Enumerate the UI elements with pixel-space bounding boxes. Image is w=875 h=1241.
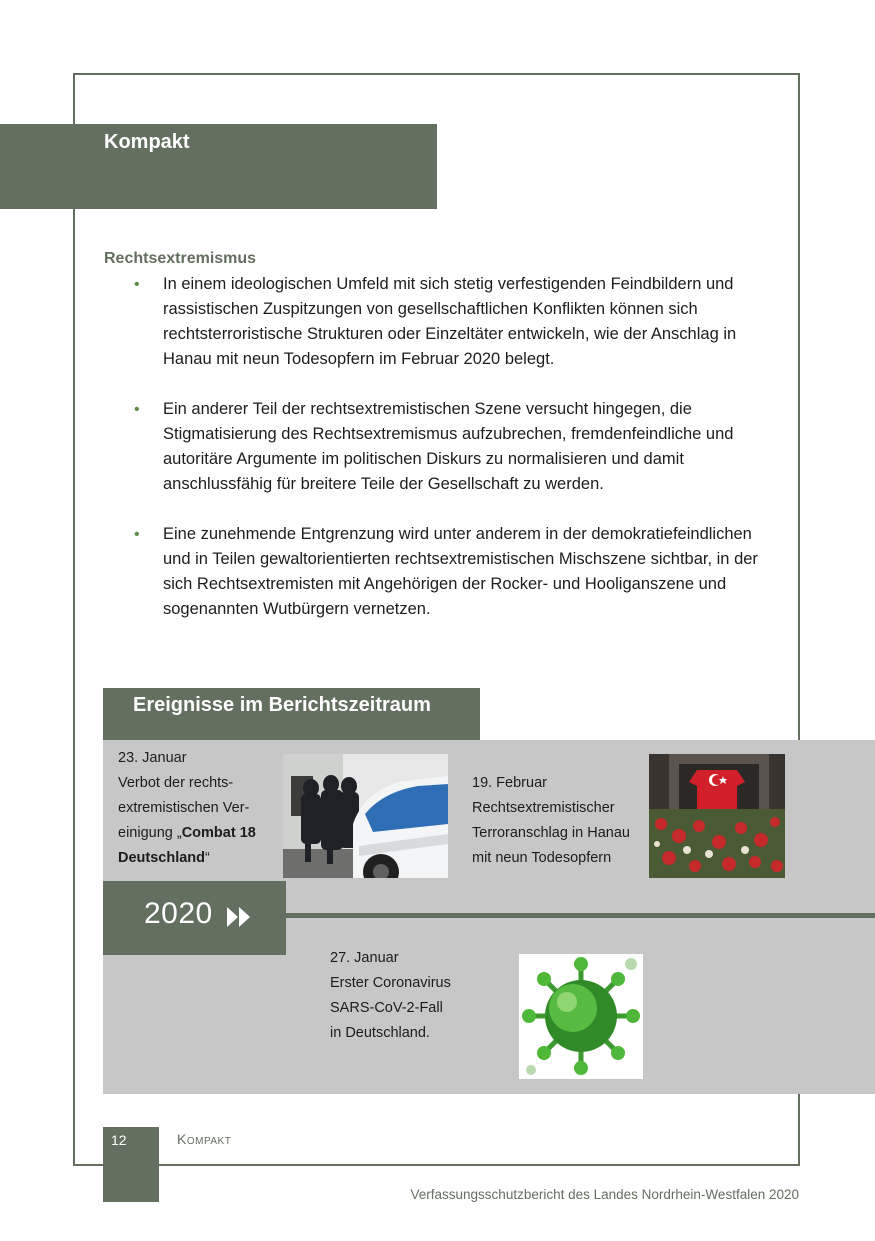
bullet-text: In einem ideologischen Umfeld mit sich stetig verfestigenden Feindbildern und rassistischen Zuspitzungen von gesellschaftlichen Konflikten können sich rechtsterroristische Strukturen oder Einzeltäter entwickeln, wie der Anschlag in Hanau mit neun Todesopfern im Februar 2020 belegt. — [163, 275, 737, 368]
bullet-list — [131, 272, 771, 647]
kompakt-banner — [0, 124, 437, 209]
bullet-dot-icon: • — [134, 401, 140, 418]
events-title: Ereignisse im Berichtszeitraum — [133, 694, 431, 716]
page-number: 12 — [111, 1132, 127, 1148]
year-label: 2020 — [144, 897, 213, 930]
footer-section-label: Kompakt — [177, 1131, 232, 1147]
bullet-dot-icon: • — [134, 526, 140, 543]
bullet-text: Ein anderer Teil der rechtsextremistischen Szene versucht hingegen, die Stigmatisierung des Rechtsextremismus aufzubrechen, fremdenfeindliche und autoritäre Argumente im politischen Diskurs zu normalisieren und damit anschlussfähig für breitere Teile der Gesellschaft zu werden. — [163, 400, 734, 493]
event-description: Rechtsextremistischer Terroranschlag in Hanau mit neun Todesopfern — [472, 800, 630, 866]
event-description: Verbot der rechts-extremistischen Ver-einigung „Combat 18 Deutschland“ — [118, 775, 256, 866]
event-line: SARS-CoV-2-Fall — [330, 1000, 443, 1016]
timeline-line — [285, 913, 875, 918]
event-hanau — [472, 771, 647, 871]
footer-report-title: Verfassungsschutzbericht des Landes Nordrhein-Westfalen 2020 — [410, 1187, 799, 1202]
memorial-photo — [649, 754, 785, 878]
event-coronavirus — [330, 946, 500, 1046]
event-date: 23. Januar — [118, 750, 187, 766]
list-item — [131, 397, 771, 497]
event-line: in Deutschland. — [330, 1025, 430, 1041]
event-combat18 — [118, 746, 278, 871]
virus-image — [519, 954, 643, 1079]
event-date: 19. Februar — [472, 775, 547, 791]
event-date: 27. Januar — [330, 950, 399, 966]
police-photo — [283, 754, 448, 878]
event-line: Erster Coronavirus — [330, 975, 451, 991]
event-bold-name: Combat 18 Deutschland — [118, 825, 256, 866]
page-title: Kompakt — [104, 131, 190, 153]
fast-forward-icon — [226, 906, 252, 928]
bullet-dot-icon: • — [134, 276, 140, 293]
list-item — [131, 272, 771, 372]
bullet-text: Eine zunehmende Entgrenzung wird unter anderem in der demokratiefeindlichen und in Teilen gewaltorientierten rechtsextremistischen Mischszene sichtbar, in der sich Rechtsextremisten mit Angehörigen der Rocker- und Hooliganszene und sogenannten Wutbürgern vernetzen. — [163, 525, 758, 618]
list-item — [131, 522, 771, 622]
section-heading: Rechtsextremismus — [104, 250, 257, 267]
